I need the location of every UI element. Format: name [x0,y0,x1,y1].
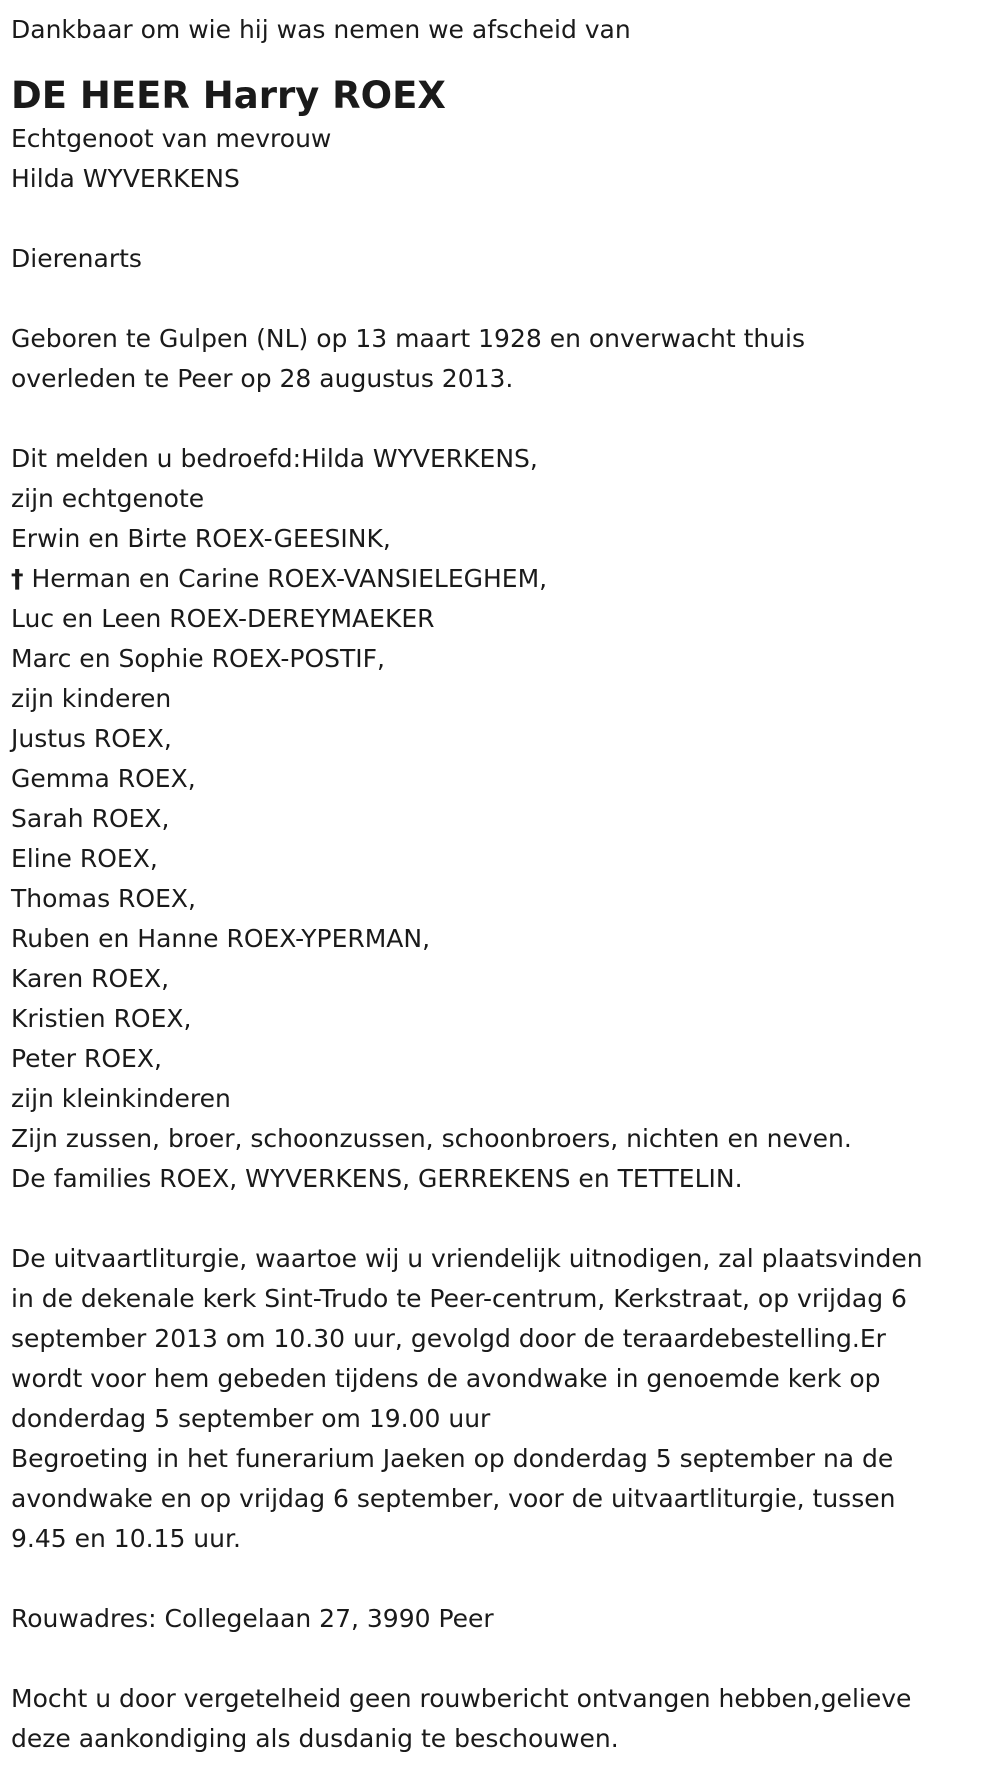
deceased-name: DE HEER Harry ROEX [11,74,446,117]
closing-line: deze aankondiging als dusdanig te beschouwen. [11,1724,619,1753]
closing-line: Mocht u door vergetelheid geen rouwbericht ontvangen hebben,gelieve [11,1684,912,1713]
child-entry [11,639,1000,679]
funeral-line: 9.45 en 10.15 uur. [11,1524,241,1553]
spouse-role: zijn echtgenote [11,484,205,513]
child-entry [11,519,1000,559]
funeral-line: avondwake en op vrijdag 6 september, voor de uitvaartliturgie, tussen [11,1484,896,1513]
grandchild-entry: Gemma ROEX, [11,764,196,793]
funeral-line: donderdag 5 september om 19.00 uur [11,1404,491,1433]
spouse-line: Echtgenoot van mevrouw [11,124,332,153]
child-name: Erwin en Birte ROEX-GEESINK, [11,524,391,553]
grandchild-entry: Ruben en Hanne ROEX-YPERMAN, [11,924,431,953]
children-role: zijn kinderen [11,684,172,713]
grandchild-entry: Thomas ROEX, [11,884,196,913]
funeral-line: september 2013 om 10.30 uur, gevolgd door de teraardebestelling.Er [11,1324,886,1353]
intro-text: Dankbaar om wie hij was nemen we afscheid van [11,15,631,44]
child-name: Luc en Leen ROEX-DEREYMAEKER [11,604,435,633]
grandchildren-role: zijn kleinkinderen [11,1084,231,1113]
child-entry [11,599,1000,639]
siblings-line: Zijn zussen, broer, schoonzussen, schoonbroers, nichten en neven. [11,1124,852,1153]
family-list [11,439,1000,1199]
grandchild-entry: Sarah ROEX, [11,804,170,833]
grandchild-entry: Eline ROEX, [11,844,158,873]
birth-death-line: overleden te Peer op 28 augustus 2013. [11,364,514,393]
child-name: Herman en Carine ROEX-VANSIELEGHEM, [23,564,548,593]
spacer [11,279,1000,319]
spacer [11,399,1000,439]
funeral-line: in de dekenale kerk Sint-Trudo te Peer-centrum, Kerkstraat, op vrijdag 6 [11,1284,907,1313]
grandchild-entry: Peter ROEX, [11,1044,162,1073]
mourning-address: Rouwadres: Collegelaan 27, 3990 Peer [11,1604,494,1633]
child-name: Marc en Sophie ROEX-POSTIF, [11,644,385,673]
profession: Dierenarts [11,244,142,273]
spacer [11,1639,1000,1679]
spacer [11,199,1000,239]
grandchild-entry: Justus ROEX, [11,724,172,753]
child-entry [11,559,1000,599]
grandchild-entry: Karen ROEX, [11,964,170,993]
spouse-name: Hilda WYVERKENS [11,164,240,193]
cross-icon: † [11,564,24,593]
funeral-line: Begroeting in het funerarium Jaeken op donderdag 5 september na de [11,1444,894,1473]
announcement-line: Dit melden u bedroefd:Hilda WYVERKENS, [11,444,538,473]
funeral-details [11,1239,1000,1559]
spacer [11,1199,1000,1239]
birth-death-line: Geboren te Gulpen (NL) op 13 maart 1928 en onverwacht thuis [11,324,806,353]
funeral-line: wordt voor hem gebeden tijdens de avondwake in genoemde kerk op [11,1364,881,1393]
families-line: De families ROEX, WYVERKENS, GERREKENS en TETTELIN. [11,1164,743,1193]
grandchild-entry: Kristien ROEX, [11,1004,192,1033]
spacer [11,1559,1000,1599]
funeral-line: De uitvaartliturgie, waartoe wij u vriendelijk uitnodigen, zal plaatsvinden [11,1244,923,1273]
